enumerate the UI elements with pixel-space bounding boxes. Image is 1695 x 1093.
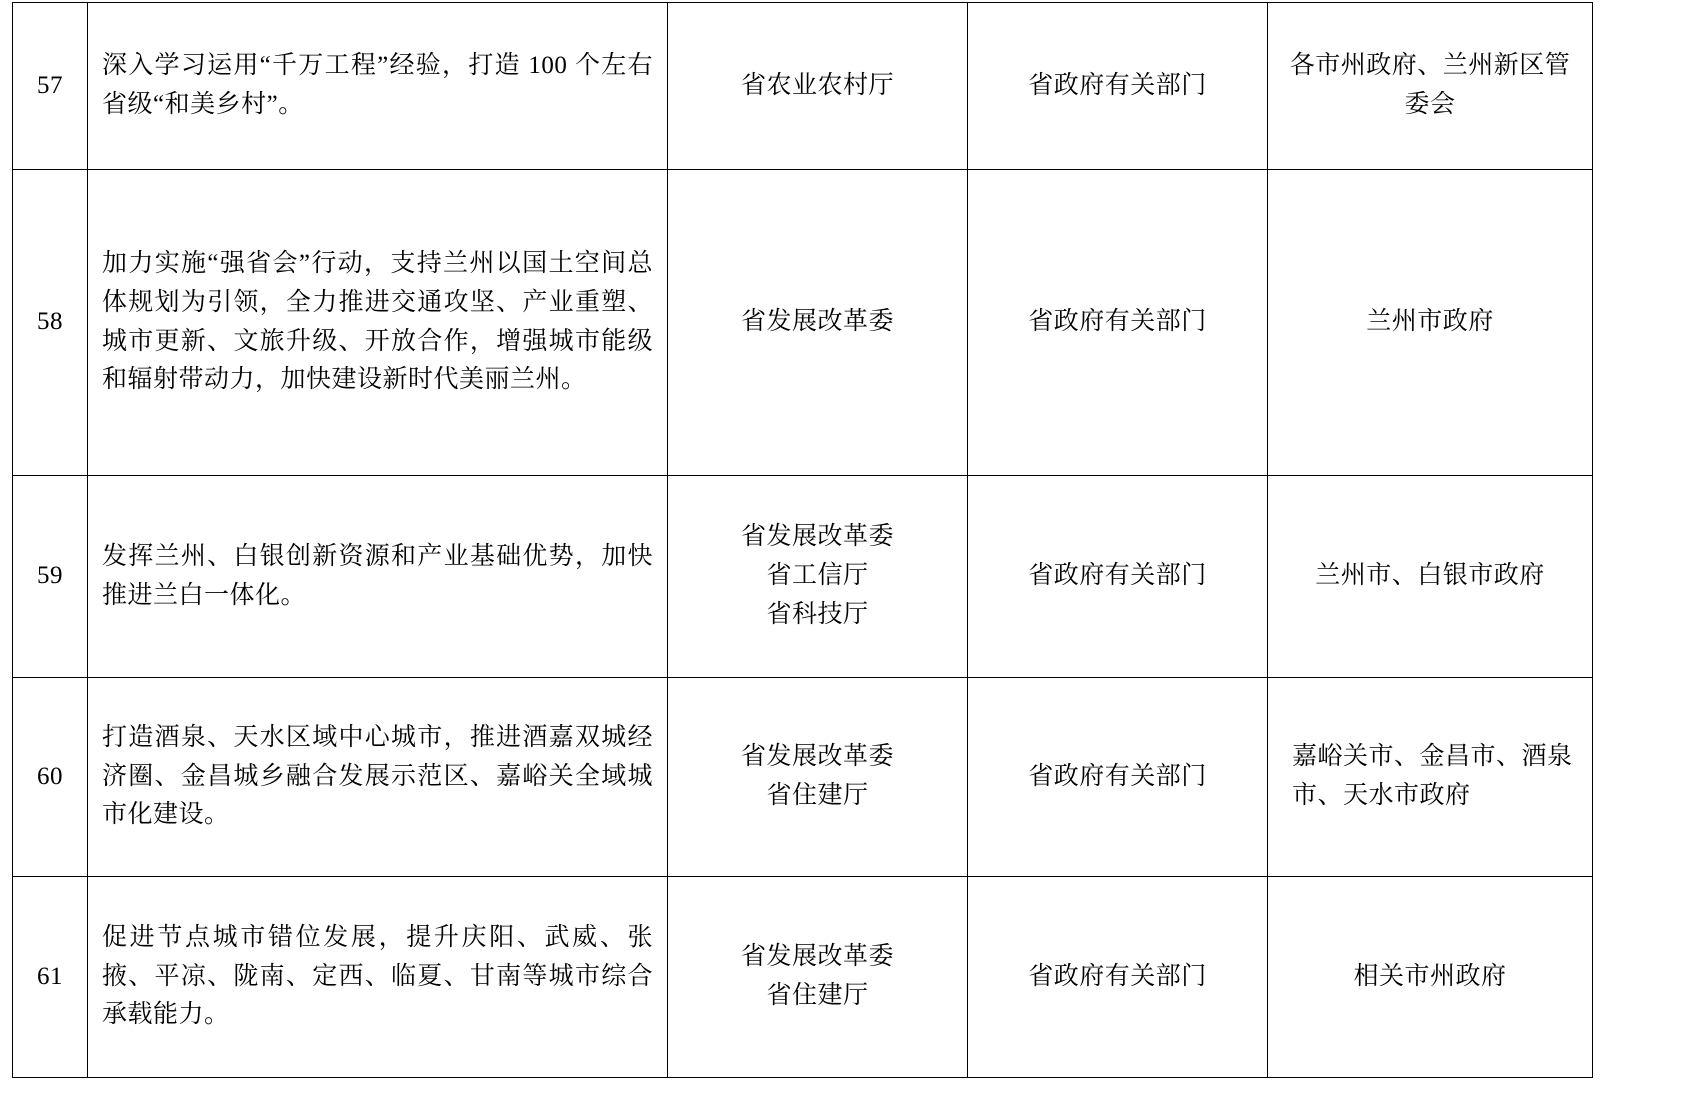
lead-unit-line: 省科技厅 [766,600,869,628]
cooperating-unit-line: 省政府有关部门 [1028,762,1207,790]
row-number: 57 [13,3,88,170]
task-assignment-table [12,2,1593,1078]
table-row [13,3,1593,170]
cooperating-unit-line: 省政府有关部门 [1028,562,1207,590]
row-number: 61 [13,877,88,1078]
responsible-unit: 各市州政府、兰州新区管委会 [1268,3,1593,170]
task-description: 发挥兰州、白银创新资源和产业基础优势，加快推进兰白一体化。 [88,476,668,678]
row-number: 58 [13,170,88,476]
lead-unit-line: 省发展改革委 [740,523,894,551]
lead-unit-line: 省住建厅 [766,782,869,809]
responsible-unit: 兰州市、白银市政府 [1268,476,1593,678]
cooperating-unit [968,3,1268,170]
cooperating-unit [968,678,1268,877]
lead-unit-line: 省住建厅 [766,982,869,1009]
lead-unit [668,877,968,1078]
row-number: 59 [13,476,88,678]
lead-unit [668,476,968,678]
cooperating-unit-line: 省政府有关部门 [1028,962,1207,990]
table-row [13,476,1593,678]
task-description: 深入学习运用“千万工程”经验，打造 100 个左右省级“和美乡村”。 [88,3,668,170]
lead-unit-line: 省工信厅 [766,562,869,590]
lead-unit-line: 省发展改革委 [740,743,894,771]
responsible-unit: 兰州市政府 [1268,170,1593,476]
lead-unit [668,3,968,170]
lead-unit-line: 省农业农村厅 [740,71,894,99]
task-description: 打造酒泉、天水区域中心城市，推进酒嘉双城经济圈、金昌城乡融合发展示范区、嘉峪关全域城市化建设。 [88,678,668,877]
table-row [13,678,1593,877]
table-row [13,170,1593,476]
row-number: 60 [13,678,88,877]
lead-unit-line: 省发展改革委 [740,943,894,971]
table-row [13,877,1593,1078]
cooperating-unit [968,877,1268,1078]
cooperating-unit-line: 省政府有关部门 [1028,308,1207,336]
lead-unit [668,678,968,877]
cooperating-unit [968,170,1268,476]
cooperating-unit-line: 省政府有关部门 [1028,71,1207,99]
responsible-unit: 相关市州政府 [1268,877,1593,1078]
lead-unit [668,170,968,476]
document-page [0,2,1695,1093]
responsible-unit: 嘉峪关市、金昌市、酒泉市、天水市政府 [1268,678,1593,877]
task-description: 促进节点城市错位发展，提升庆阳、武威、张掖、平凉、陇南、定西、临夏、甘南等城市综合承载能力。 [88,877,668,1078]
task-description: 加力实施“强省会”行动，支持兰州以国土空间总体规划为引领，全力推进交通攻坚、产业重塑、城市更新、文旅升级、开放合作，增强城市能级和辐射带动力，加快建设新时代美丽兰州。 [88,170,668,476]
lead-unit-line: 省发展改革委 [740,308,894,336]
cooperating-unit [968,476,1268,678]
